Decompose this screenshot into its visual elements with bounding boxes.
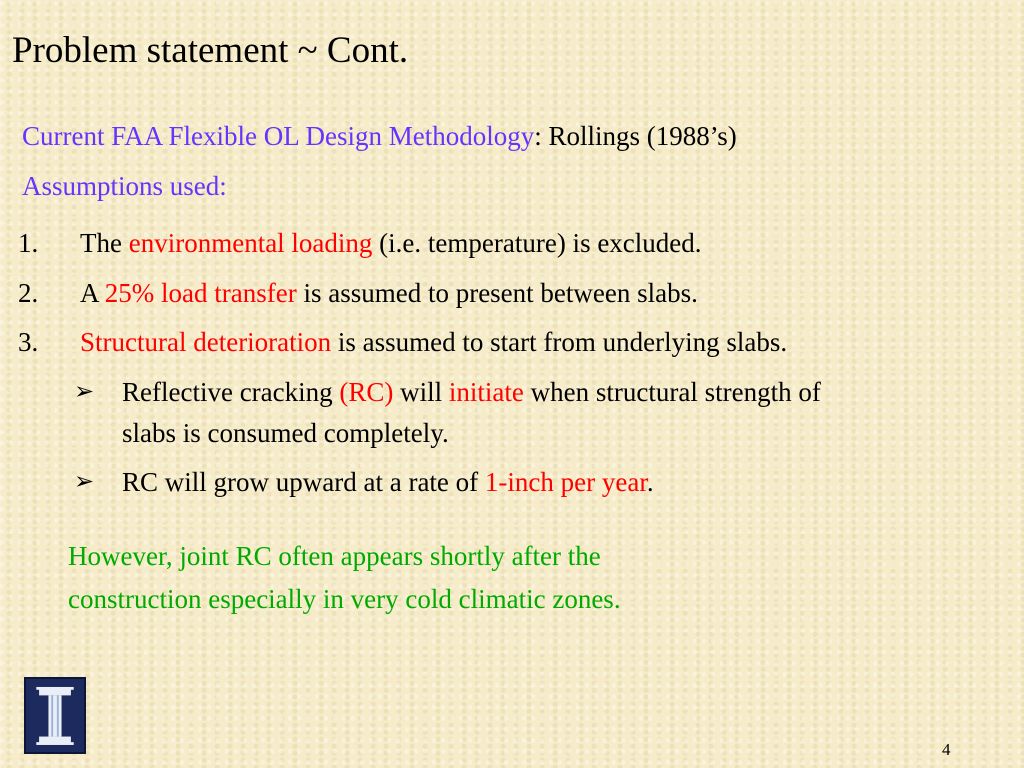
list-item-highlight: Structural deterioration: [80, 327, 332, 357]
list-item-highlight: 25% load transfer: [104, 278, 297, 308]
list-number: 3.: [18, 327, 39, 357]
note-line-2: construction especially in very cold climatic zones.: [68, 584, 621, 614]
list-item-post: is assumed to present between slabs.: [296, 278, 698, 308]
list-number: 1.: [18, 228, 39, 258]
sub-bullet-post: .: [646, 467, 654, 497]
list-item-post: is assumed to start from underlying slabs.: [331, 327, 788, 357]
university-i-logo-icon: [24, 677, 86, 754]
sub-bullet-text: [122, 469, 654, 496]
sub-bullet-text: will: [393, 377, 449, 407]
rc-highlight: (RC): [339, 377, 394, 407]
sub-bullet-line-2: slabs is consumed completely.: [122, 418, 449, 448]
list-item-text: [80, 280, 698, 307]
sub-bullet-pre: RC will grow upward at a rate of: [122, 467, 485, 497]
initiate-highlight: initiate: [448, 377, 524, 407]
list-item-pre: The: [80, 228, 129, 258]
sub-bullet-line-1: [122, 379, 821, 406]
list-item-post: (i.e. temperature) is excluded.: [372, 228, 702, 258]
list-item-text: [80, 329, 787, 356]
assumptions-label: Assumptions used:: [22, 171, 227, 201]
list-item-highlight: environmental loading: [128, 228, 373, 258]
arrow-bullet-icon: ➢: [74, 379, 95, 405]
page-title: Problem statement ~ Cont.: [12, 30, 409, 71]
sub-bullet-text: when structural strength of: [523, 377, 821, 407]
logo-graphic: [26, 679, 84, 752]
page-number: 4: [942, 740, 951, 759]
list-number: 2.: [18, 278, 39, 308]
rate-highlight: 1-inch per year: [484, 467, 647, 497]
note-line-1: However, joint RC often appears shortly after the: [68, 541, 601, 571]
sub-bullet-text: Reflective cracking: [122, 377, 340, 407]
methodology-attribution: : Rollings (1988’s): [534, 121, 737, 151]
list-item-text: [80, 230, 702, 257]
methodology-line: [22, 123, 737, 150]
list-item-pre: A: [80, 278, 105, 308]
arrow-bullet-icon: ➢: [74, 469, 95, 495]
methodology-name: Current FAA Flexible OL Design Methodology: [22, 121, 535, 151]
